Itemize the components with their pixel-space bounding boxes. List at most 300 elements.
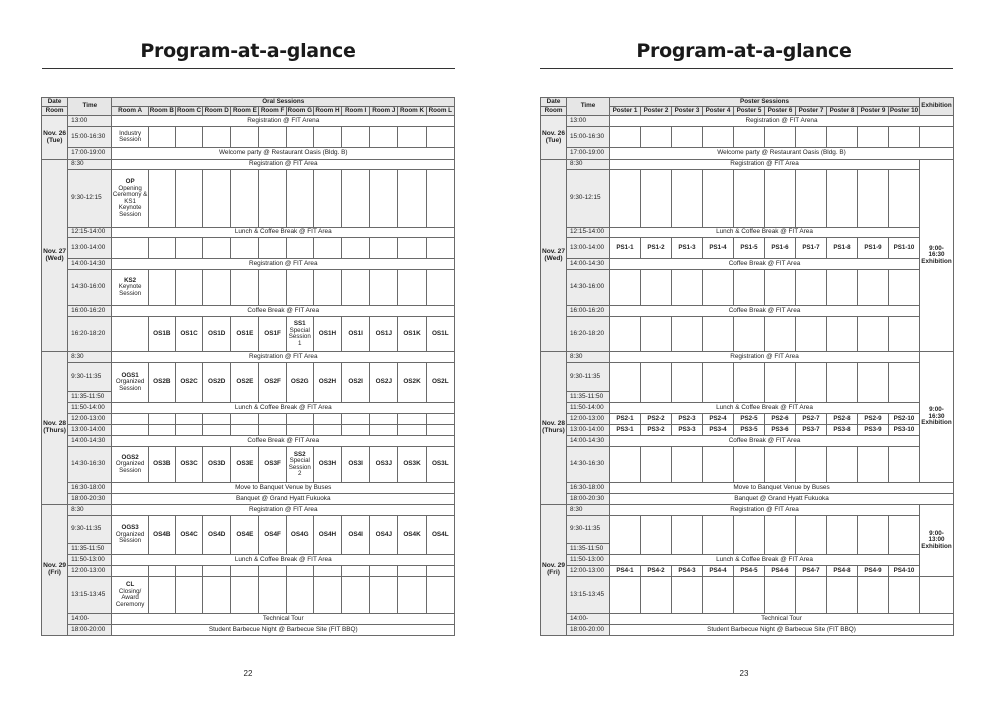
session-code: OS3E [231,447,259,483]
empty-slot [370,414,398,425]
table-row [541,363,954,392]
time-slot: 9:30-12:15 [567,170,610,228]
time-slot: 14:30-16:30 [567,447,610,483]
empty-slot [641,447,672,483]
empty-slot [313,127,341,148]
table-row [541,494,954,505]
empty-slot [259,238,286,259]
empty-slot [641,577,672,614]
cell-line: Nov. 28 [43,420,67,428]
closing-ceremony [112,577,148,614]
empty-slot [672,577,703,614]
empty-slot [398,170,426,228]
time-slot: 9:30-12:15 [68,170,112,228]
session-code: PS1-9 [858,238,889,259]
poster-header: Poster 3 [672,107,703,116]
empty-slot [796,170,827,228]
empty-slot [610,317,641,352]
session-code: PS3-3 [672,425,703,436]
title-rule [540,68,953,69]
empty-slot [370,270,398,306]
col-header-exhibition: Exhibition [920,98,954,116]
session-code: PS3-4 [703,425,734,436]
time-slot: 12:15-14:00 [567,228,610,238]
cell-line: (Wed) [544,254,563,262]
empty-slot [426,425,454,436]
time-slot: 16:00-16:20 [567,306,610,317]
cell-line: Session 1 [288,333,311,347]
empty-slot [889,516,920,555]
empty-slot [175,270,202,306]
empty-slot [827,363,858,403]
table-row [42,483,455,494]
table-row [541,414,954,425]
time-slot: 11:50-14:00 [68,403,112,414]
session-code: PS2-9 [858,414,889,425]
page-number: 23 [739,669,749,678]
empty-slot [203,270,231,306]
opening-session [112,170,148,228]
session-code: PS3-9 [858,425,889,436]
session-code: OS1I [342,317,370,352]
empty-slot [641,270,672,306]
session-code: PS2-7 [796,414,827,425]
empty-slot [703,516,734,555]
poster-header: Poster 7 [796,107,827,116]
empty-slot [203,577,231,614]
session-code: OS2K [398,363,426,403]
empty-slot [231,414,259,425]
event-bus-transfer: Move to Banquet Venue by Buses [610,483,954,494]
time-slot: 9:30-11:35 [68,516,112,544]
event-registration: Registration @ FIT Arena [610,116,954,127]
session-code: PS3-2 [641,425,672,436]
poster-sessions-table [540,97,954,636]
time-slot: 16:20-18:20 [567,317,610,352]
empty-slot [231,270,259,306]
event-welcome-party: Welcome party @ Restaurant Oasis (Bldg. B) [610,148,954,160]
time-slot: 14:00-14:30 [567,259,610,270]
cell-line: Session [119,210,142,218]
empty-slot [203,238,231,259]
col-header-time: Time [68,98,112,116]
empty-slot [175,566,202,577]
empty-slot [426,577,454,614]
empty-slot [313,566,341,577]
session-code: OS4D [203,516,231,555]
empty-slot [370,425,398,436]
empty-slot [858,577,889,614]
empty-slot [765,447,796,483]
time-slot: 8:30 [567,160,610,170]
empty-slot [734,317,765,352]
table-row [42,555,455,566]
empty-slot [703,447,734,483]
empty-slot [858,363,889,403]
session-code: OS2I [342,363,370,403]
session-code: PS2-8 [827,414,858,425]
empty-slot [175,414,202,425]
session-code: PS2-6 [765,414,796,425]
empty-slot [858,270,889,306]
event-coffee-break: Coffee Break @ FIT Area [610,436,920,447]
empty-slot [286,425,313,436]
empty-slot [259,577,286,614]
empty-slot [610,170,641,228]
session-code: OS4F [259,516,286,555]
empty-slot [148,414,175,425]
cell-line: Exhibition [921,542,952,550]
time-slot: 15:00-16:30 [68,127,112,148]
exhibition-nov-28 [920,352,954,483]
cell-line: Organized [115,530,145,538]
empty-slot [112,317,148,352]
cell-line: (Tue) [545,136,562,144]
empty-slot [370,238,398,259]
session-code: OS3D [203,447,231,483]
table-row [42,306,455,317]
empty-slot [858,516,889,555]
special-session [286,317,313,352]
session-code: OS4C [175,516,202,555]
empty-slot [286,127,313,148]
empty-slot [703,270,734,306]
cell-line: Session 2 [288,463,311,477]
session-code: OS2E [231,363,259,403]
poster-header: Poster 5 [734,107,765,116]
date-nov-26 [541,116,567,160]
session-code: OS3F [259,447,286,483]
time-slot: 14:00- [68,614,112,625]
session-code: PS2-4 [703,414,734,425]
time-slot: 12:00-13:00 [567,414,610,425]
empty-slot [703,317,734,352]
time-slot: 14:00-14:30 [68,436,112,447]
table-row [42,436,455,447]
empty-slot [610,363,641,403]
empty-slot [827,516,858,555]
empty-slot [259,127,286,148]
empty-slot [827,577,858,614]
session-code: PS4-3 [672,566,703,577]
empty-slot [827,170,858,228]
table-row [42,170,455,228]
event-welcome-party: Welcome party @ Restaurant Oasis (Bldg. B) [112,148,455,160]
date-nov-27 [541,160,567,352]
session-code: PS4-8 [827,566,858,577]
session-code: OS3H [313,447,341,483]
event-barbecue: Student Barbecue Night @ Barbecue Site (FIT BBQ) [610,625,954,636]
empty-slot [370,127,398,148]
time-slot: 18:00-20:00 [68,625,112,636]
empty-slot [342,566,370,577]
table-row [541,403,954,414]
time-slot: 8:30 [68,352,112,363]
table-row [42,577,455,614]
date-nov-28 [541,352,567,505]
room-header: Room C [176,106,202,114]
empty-slot [703,170,734,228]
empty-slot [286,170,313,228]
time-slot: 8:30 [68,505,112,516]
time-slot: 14:00-14:30 [567,436,610,447]
time-slot: 17:00-19:00 [567,148,610,160]
empty-slot [203,127,231,148]
event-lunch: Lunch & Coffee Break @ FIT Area [112,403,455,414]
session-code: OS2J [370,363,398,403]
date-nov-29 [541,505,567,636]
empty-slot [313,270,341,306]
poster-header: Poster 1 [610,107,641,116]
empty-slot [112,414,148,425]
room-header: Room G [287,106,313,114]
cell-line: Nov. 29 [43,562,67,570]
session-code: OS1J [370,317,398,352]
session-code: OS3L [426,447,454,483]
session-code: OS4I [342,516,370,555]
cell-line: CL [125,581,135,588]
time-slot: 17:00-19:00 [68,148,112,160]
cell-line: Organized [115,378,145,386]
col-header-poster-sessions: Poster Sessions [610,98,920,107]
session-code: OS2C [175,363,202,403]
empty-slot [259,170,286,228]
table-row [42,160,455,170]
empty-slot [641,127,672,148]
empty-slot [426,238,454,259]
table-row [541,98,954,107]
time-slot: 15:00-16:30 [567,127,610,148]
table-row [541,577,954,614]
poster-header: Poster 10 [889,106,919,114]
empty-slot [796,516,827,555]
cell-line: Session [119,384,142,392]
time-slot: 9:30-11:35 [567,363,610,392]
session-code: PS3-7 [796,425,827,436]
session-code: OS4K [398,516,426,555]
title-rule [42,68,455,69]
time-slot: 11:35-11:50 [68,392,112,403]
time-slot: 16:00-16:20 [68,306,112,317]
session-code: OS3I [342,447,370,483]
empty-slot [734,577,765,614]
table-row [541,483,954,494]
event-lunch: Lunch & Coffee Break @ FIT Area [112,555,455,566]
empty-slot [610,447,641,483]
empty-slot [370,566,398,577]
empty-slot [148,270,175,306]
empty-slot [765,516,796,555]
table-row [42,259,455,270]
cell-line: Exhibition [921,419,952,427]
cell-line: (Fri) [48,569,61,576]
session-code: PS4-4 [703,566,734,577]
session-code: PS4-1 [610,566,641,577]
time-slot: 14:00-14:30 [68,259,112,270]
table-row [42,447,455,483]
empty-slot [796,317,827,352]
empty-slot [203,566,231,577]
empty-slot [641,170,672,228]
table-row [541,614,954,625]
session-code: PS2-3 [672,414,703,425]
empty-slot [398,238,426,259]
time-slot: 16:30-18:00 [567,483,610,494]
time-slot: 12:15-14:00 [68,228,112,238]
time-slot: 18:00-20:30 [567,494,610,505]
empty-slot [342,425,370,436]
page-title: Program-at-a-glance [636,40,852,62]
empty-slot [426,270,454,306]
cell-line: OGS1 [121,371,139,379]
session-code: OS1F [259,317,286,352]
session-code: PS2-10 [889,414,920,425]
session-code: PS4-6 [765,566,796,577]
event-coffee-break: Coffee Break @ FIT Area [610,306,920,317]
time-slot: 16:30-18:00 [68,483,112,494]
time-slot: 13:00 [68,116,112,127]
session-code: PS3-6 [765,425,796,436]
time-slot: 12:00-13:00 [68,414,112,425]
cell-line: 9:00- 16:30 [928,244,945,259]
event-registration: Registration @ FIT Area [112,505,455,516]
session-code: PS4-2 [641,566,672,577]
table-row [42,566,455,577]
time-slot: 8:30 [567,505,610,516]
event-registration: Registration @ FIT Area [112,259,455,270]
col-header-room: Room [42,107,68,116]
empty-slot [370,170,398,228]
table-row [42,352,455,363]
time-slot: 18:00-20:00 [567,625,610,636]
empty-slot [610,577,641,614]
table-row [42,98,455,107]
cell-line: Exhibition [921,257,952,265]
empty-slot [765,363,796,403]
organized-session [112,363,148,403]
time-slot: 11:50-13:00 [68,555,112,566]
empty-slot [610,270,641,306]
empty-slot [203,170,231,228]
empty-slot [796,363,827,403]
empty-slot [286,566,313,577]
cell-line: Session [119,289,142,297]
event-bus-transfer: Move to Banquet Venue by Buses [112,483,455,494]
cell-line: Ceremony & [112,191,148,198]
session-code: PS4-5 [734,566,765,577]
table-row [541,447,954,483]
cell-line: Session [119,537,142,545]
table-row [42,494,455,505]
empty-slot [672,270,703,306]
empty-slot [313,238,341,259]
time-slot: 14:30-16:30 [68,447,112,483]
time-slot: 14:00- [567,614,610,625]
empty-slot [641,516,672,555]
room-header: Room I [342,107,370,116]
empty-slot [286,577,313,614]
table-row [541,148,954,160]
cell-line: Organized [115,460,145,468]
empty-slot [889,317,920,352]
table-row [42,516,455,544]
empty-slot [426,414,454,425]
exhibition-nov-27 [920,160,954,352]
empty-slot [672,170,703,228]
cell-line: SS2 [293,450,306,458]
table-row [42,505,455,516]
cell-line: Nov. 26 [43,129,67,137]
empty-slot [920,577,954,614]
session-code: OS2L [426,363,454,403]
empty-slot [672,447,703,483]
empty-slot [672,127,703,148]
event-registration: Registration @ FIT Area [112,160,455,170]
session-code: OS2F [259,363,286,403]
empty-slot [765,127,796,148]
empty-slot [175,425,202,436]
oral-sessions-table [41,97,455,636]
cell-line: KS1 [124,197,136,205]
poster-header: Poster 8 [827,107,858,116]
empty-slot [148,577,175,614]
event-coffee-break: Coffee Break @ FIT Area [112,436,455,447]
session-code: PS2-1 [610,414,641,425]
event-lunch: Lunch & Coffee Break @ FIT Area [610,403,920,414]
empty-slot [370,577,398,614]
session-code: PS3-10 [889,425,920,436]
table-row [42,228,455,238]
time-slot: 9:30-11:35 [68,363,112,392]
table-row [42,148,455,160]
session-code: PS3-1 [610,425,641,436]
session-code: OS2H [313,363,341,403]
empty-slot [342,577,370,614]
empty-slot [231,425,259,436]
cell-line: 9:00- 16:30 [928,406,945,420]
date-nov-26 [42,116,68,160]
empty-slot [203,414,231,425]
exhibition-nov-29 [920,505,954,577]
empty-slot [342,127,370,148]
time-slot: 18:00-20:30 [68,494,112,505]
session-code: OS1D [203,317,231,352]
time-slot: 12:00-13:00 [567,566,610,577]
empty-slot [641,317,672,352]
session-code: PS1-8 [827,238,858,259]
time-slot: 13:00-14:00 [68,238,112,259]
empty-slot [112,425,148,436]
right-page [496,0,992,701]
session-code: PS4-7 [796,566,827,577]
empty-slot [398,577,426,614]
empty-slot [765,317,796,352]
session-code: PS4-9 [858,566,889,577]
event-banquet: Banquet @ Grand Hyatt Fukuoka [112,494,455,505]
room-header: Room E [231,107,259,116]
cell-line: Nov. 26 [542,129,565,137]
room-header: Room J [370,107,398,116]
empty-slot [231,577,259,614]
empty-slot [313,425,341,436]
table-row [541,228,954,238]
time-slot: 9:30-11:35 [567,516,610,544]
empty-slot [889,363,920,403]
cell-line: Session [119,136,142,143]
session-code: PS4-10 [889,566,920,577]
event-lunch: Lunch & Coffee Break @ FIT Area [610,228,920,238]
room-header: Room A [112,107,148,116]
